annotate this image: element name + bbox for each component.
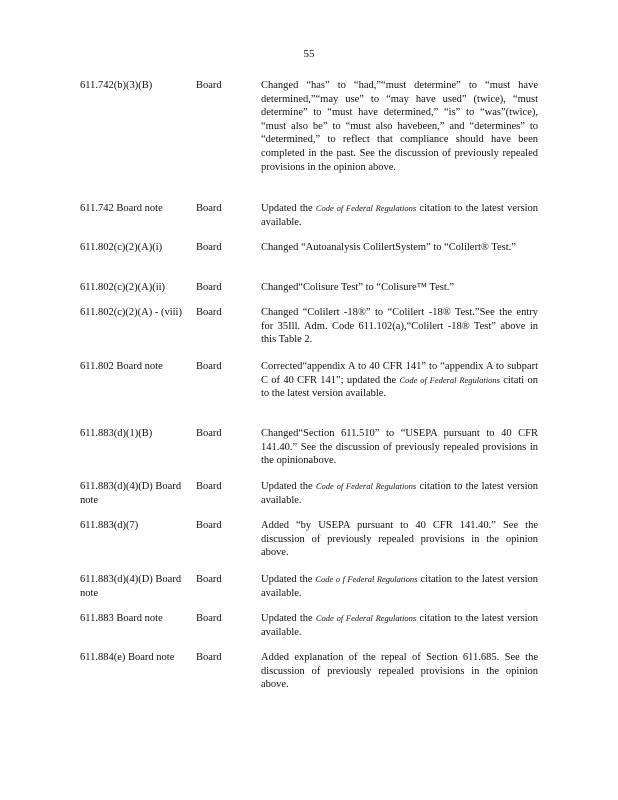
- source-cell: Board: [196, 428, 222, 439]
- description-text: citation to the latest version available.: [261, 481, 538, 506]
- description-text: citation to the latest version available.: [261, 203, 538, 228]
- description-cell: [261, 241, 538, 255]
- section-cell: 611.742(b)(3)(B): [80, 80, 153, 91]
- section-cell: 611.802 Board note: [80, 361, 163, 372]
- source-cell: Board: [196, 203, 222, 214]
- section-cell: 611.883(d)(4)(D) Board note: [80, 574, 182, 599]
- description-text: Changed “Colilert -18®” to “Colilert -18® Test.”See the entry for 35Ill. Adm. Code 611.102(a),“Colilert -18® Test” above in this Table 2.: [261, 307, 538, 346]
- source-cell: Board: [196, 481, 222, 492]
- section-cell: 611.742 Board note: [80, 203, 163, 214]
- section-cell: 611.883(d)(7): [80, 520, 139, 531]
- description-cell: [261, 306, 538, 347]
- section-cell: 611.884(e) Board note: [80, 652, 175, 663]
- source-cell: Board: [196, 307, 222, 318]
- cfr-title: Code of Federal Regulations: [315, 203, 417, 213]
- cfr-title: Code of Federal Regulations: [315, 613, 417, 623]
- source-cell: Board: [196, 613, 222, 624]
- description-text: Changed “Autoanalysis ColilertSystem” to “Colilert® Test.”: [261, 242, 516, 253]
- description-cell: [261, 519, 538, 560]
- source-cell: Board: [196, 574, 222, 585]
- description-text: citation to the latest version available.: [261, 613, 538, 638]
- description-text: Changed “has” to “had,”“must determine” to “must have determined,”“may use” to “may have used” (twice), “must determine” to “must have determined,” “is” to “was”(twice), “must also be” to “must also havebeen,” and “determines” to “determined,” to reflect that compliance should have been completed in the past. See the discussion of previously repealed provisions in the opinion above.: [261, 80, 538, 173]
- description-text: Added “by USEPA pursuant to 40 CFR 141.40.” See the discussion of previously repealed provisions in the opinion above.: [261, 520, 538, 559]
- cfr-title: Code of Federal Regulations: [399, 374, 500, 385]
- source-cell: Board: [196, 80, 222, 91]
- description-text: Changed“Section 611.510” to “USEPA pursuant to 40 CFR 141.40.” See the discussion of previously repealed provisions in the opinionabove.: [261, 428, 538, 467]
- source-cell: Board: [196, 652, 222, 663]
- description-text: citation to the latest version available.: [261, 574, 538, 599]
- description-text: Updated the: [261, 481, 316, 492]
- description-cell: [261, 202, 538, 229]
- section-cell: 611.883(d)(4)(D) Board note: [80, 481, 182, 506]
- description-text: Updated the: [261, 613, 316, 624]
- description-cell: [261, 612, 538, 639]
- section-cell: 611.802(c)(2)(A)(i): [80, 242, 163, 253]
- section-cell: 611.802(c)(2)(A)(ii): [80, 282, 166, 293]
- description-text: citati on to the latest version available.: [261, 374, 538, 400]
- description-cell: [261, 281, 538, 295]
- cfr-title: Code of Federal Regulations: [315, 481, 417, 491]
- description-text: Updated the: [261, 574, 316, 585]
- description-text: Added explanation of the repeal of Section 611.685. See the discussion of previously repealed provisions in the opinion above.: [261, 652, 538, 691]
- description-cell: [261, 573, 538, 600]
- description-text: Changed“Colisure Test” to “Colisure™ Test.”: [261, 282, 455, 293]
- description-cell: [261, 651, 538, 692]
- source-cell: Board: [196, 361, 222, 372]
- description-cell: [261, 480, 538, 507]
- section-cell: 611.883(d)(1)(B): [80, 428, 153, 439]
- description-cell: [261, 79, 538, 174]
- source-cell: Board: [196, 282, 222, 293]
- source-cell: Board: [196, 520, 222, 531]
- description-text: Updated the: [261, 203, 316, 214]
- page-number: 55: [303, 48, 315, 60]
- cfr-title: Code o f Federal Regulations: [315, 574, 418, 584]
- section-cell: 611.883 Board note: [80, 613, 163, 624]
- description-cell: [261, 360, 538, 401]
- description-cell: [261, 427, 538, 468]
- source-cell: Board: [196, 242, 222, 253]
- description-text: Corrected“appendix A to 40 CFR 141” to “appendix A to subpart C of 40 CFR 141”; updated the: [261, 361, 538, 386]
- section-cell: 611.802(c)(2)(A) - (viii): [80, 307, 182, 318]
